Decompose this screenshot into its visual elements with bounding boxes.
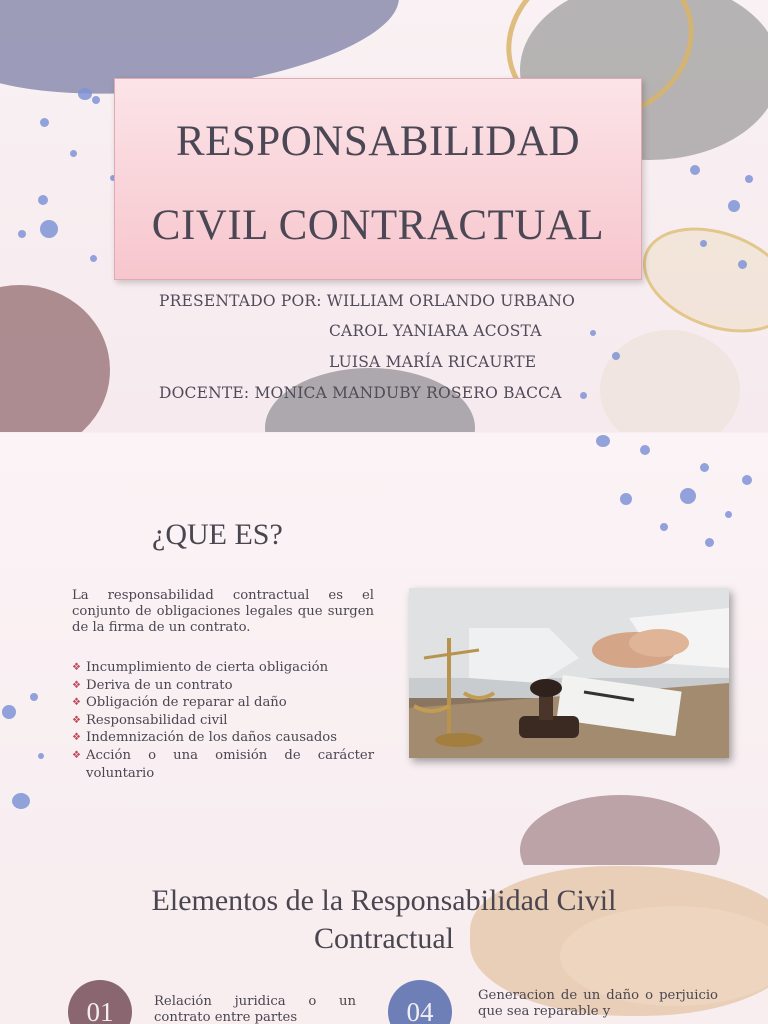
paint-dot [640,445,650,455]
paint-dot [612,352,620,360]
gold-swirl-decoration [628,208,768,352]
presenter-line: PRESENTADO POR: WILLIAM ORLANDO URBANO [159,292,576,310]
paint-dot [12,793,30,809]
handshake-gavel-scales-photo [409,588,729,758]
title-box [114,78,642,280]
elements-slide [0,866,768,1024]
paint-dot [700,463,709,472]
title-slide [0,0,768,432]
watercolor-blob-mauve [520,795,720,865]
watercolor-blob-mauve [0,285,110,432]
diamond-bullet-icon: ❖ [72,714,81,726]
diamond-bullet-icon: ❖ [72,697,81,709]
paint-dot [590,330,596,336]
title-line-2: CIVIL CONTRACTUAL [151,202,605,249]
paint-dot [18,230,26,238]
paint-dot [92,96,100,104]
presenter-name: LUISA MARÍA RICAURTE [329,353,537,371]
list-item: ❖ Obligación de reparar al daño [72,695,287,711]
diamond-bullet-icon: ❖ [72,679,81,691]
element-number-badge: 01 [68,980,132,1024]
presenter-name: CAROL YANIARA ACOSTA [329,322,542,340]
paint-dot [38,195,48,205]
diamond-bullet-icon: ❖ [72,662,81,673]
paint-dot [40,220,58,238]
teacher-line: DOCENTE: MONICA MANDUBY ROSERO BACCA [159,384,562,402]
paint-dot [620,493,632,505]
paint-dot [700,240,707,247]
paint-dot [728,200,740,212]
paint-dot [690,165,700,175]
paint-dot [38,753,44,759]
list-item: ❖ Acción o una omisión de carácter voluntario [72,747,374,781]
diamond-bullet-icon: ❖ [72,732,81,744]
paint-dot [580,392,587,399]
paint-dot [742,475,752,485]
diamond-bullet-icon: ❖ [72,749,81,761]
definition-paragraph: La responsabilidad contractual es el conjunto de obligaciones legales que surgen de la firma de un contrato. [72,588,374,635]
characteristics-list [72,659,374,782]
definition-slide [0,433,768,865]
element-number-badge: 04 [388,980,452,1024]
list-item: ❖ Incumplimiento de cierta obligación [72,660,329,675]
list-item: ❖ Indemnización de los daños causados [72,730,337,746]
paint-dot [30,693,38,701]
element-description: Relación juridica o un contrato entre partes [154,994,356,1024]
paint-dot [90,255,97,262]
title-line-1: RESPONSABILIDAD [175,118,581,165]
list-item: ❖ Deriva de un contrato [72,677,233,693]
paint-dot [660,523,668,531]
paint-dot [70,150,77,157]
section-heading: ¿QUE ES? [152,518,283,551]
watercolor-blob-cream [600,330,740,432]
paint-dot [2,705,16,719]
section-heading-line-1: Elementos de la Responsabilidad Civil [151,884,617,917]
paint-dot [725,511,732,518]
paint-dot [78,88,92,100]
photo-illustration [409,588,729,758]
element-description: Generacion de un daño o perjuicio que sea reparable y [478,988,718,1019]
list-item: ❖ Responsabilidad civil [72,712,228,728]
paint-dot [745,175,753,183]
paint-dot [705,538,714,547]
section-heading-line-2: Contractual [314,922,454,955]
paint-dot [596,435,610,447]
paint-dot [680,488,696,504]
paint-dot [738,260,747,269]
paint-dot [40,118,49,127]
